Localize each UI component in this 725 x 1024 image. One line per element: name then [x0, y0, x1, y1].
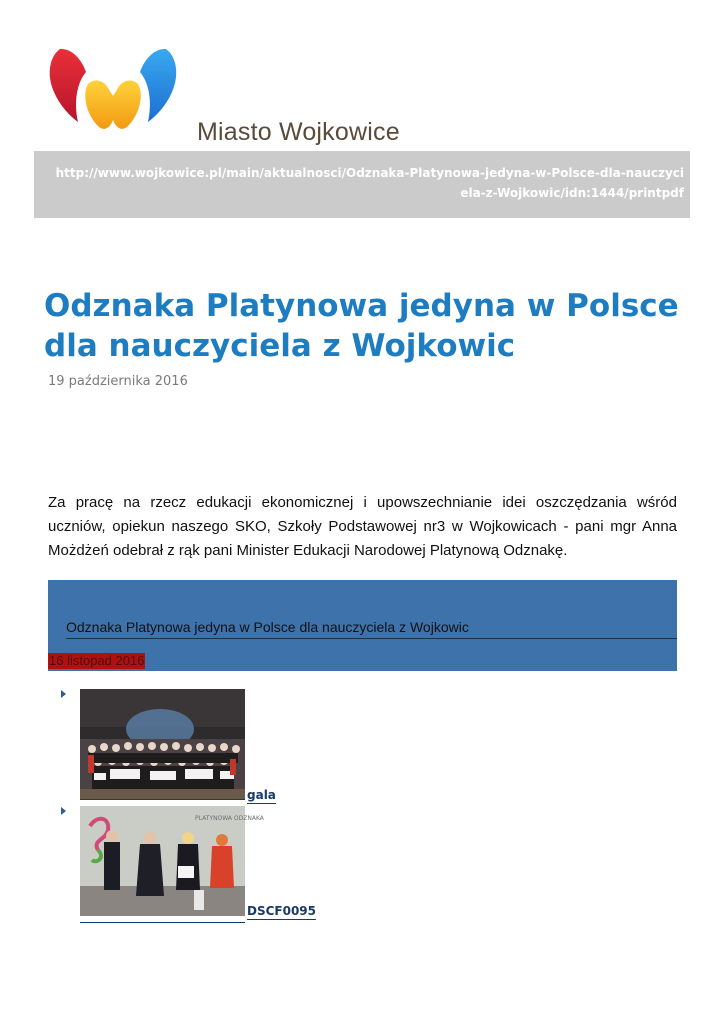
gallery-caption-gala[interactable]: gala	[247, 788, 276, 802]
article-date: 19 października 2016	[48, 374, 188, 389]
source-url-bar	[34, 151, 690, 218]
gallery-item-divider	[80, 799, 245, 800]
list-bullet-icon	[61, 690, 66, 698]
wojkowice-logo-icon	[48, 44, 178, 134]
gallery-photo-gala[interactable]	[80, 689, 245, 799]
source-url-line-2[interactable]: ela-z-Wojkowic/idn:1444/printpdf	[460, 186, 684, 200]
gallery-title-divider	[66, 638, 677, 639]
award-photo-image	[80, 806, 264, 916]
list-bullet-icon	[61, 807, 66, 815]
group-photo-image	[80, 689, 245, 799]
site-name: Miasto Wojkowice	[197, 118, 400, 146]
gallery-item-divider	[80, 922, 245, 923]
article-body: Za pracę na rzecz edukacji ekonomicznej i upowszechnianie idei oszczędzania wśród uczniów, opiekun naszego SKO, Szkoły Podstawowej nr3 w Wojkowicach - pani mgr Anna Możdżeń odebrał z rąk pani Minister Edukacji Narodowej Platynową Odznakę.	[48, 494, 677, 559]
gallery-header	[48, 580, 677, 671]
gallery-date: 16 listopad 2016	[49, 653, 145, 668]
award-sign-text: PLATYNOWA ODZNAKA	[195, 815, 264, 822]
gallery-caption-dscf0095[interactable]: DSCF0095	[247, 904, 317, 918]
gallery-photo-dscf0095[interactable]	[80, 806, 264, 916]
gallery-title: Odznaka Platynowa jedyna w Polsce dla nauczyciela z Wojkowic	[66, 619, 469, 635]
article-title: Odznaka Platynowa jedyna w Polsce dla nauczyciela z Wojkowic	[44, 288, 679, 364]
source-url-line-1[interactable]: http://www.wojkowice.pl/main/aktualnosci/Odznaka-Platynowa-jedyna-w-Polsce-dla-nauczyci	[55, 166, 684, 180]
